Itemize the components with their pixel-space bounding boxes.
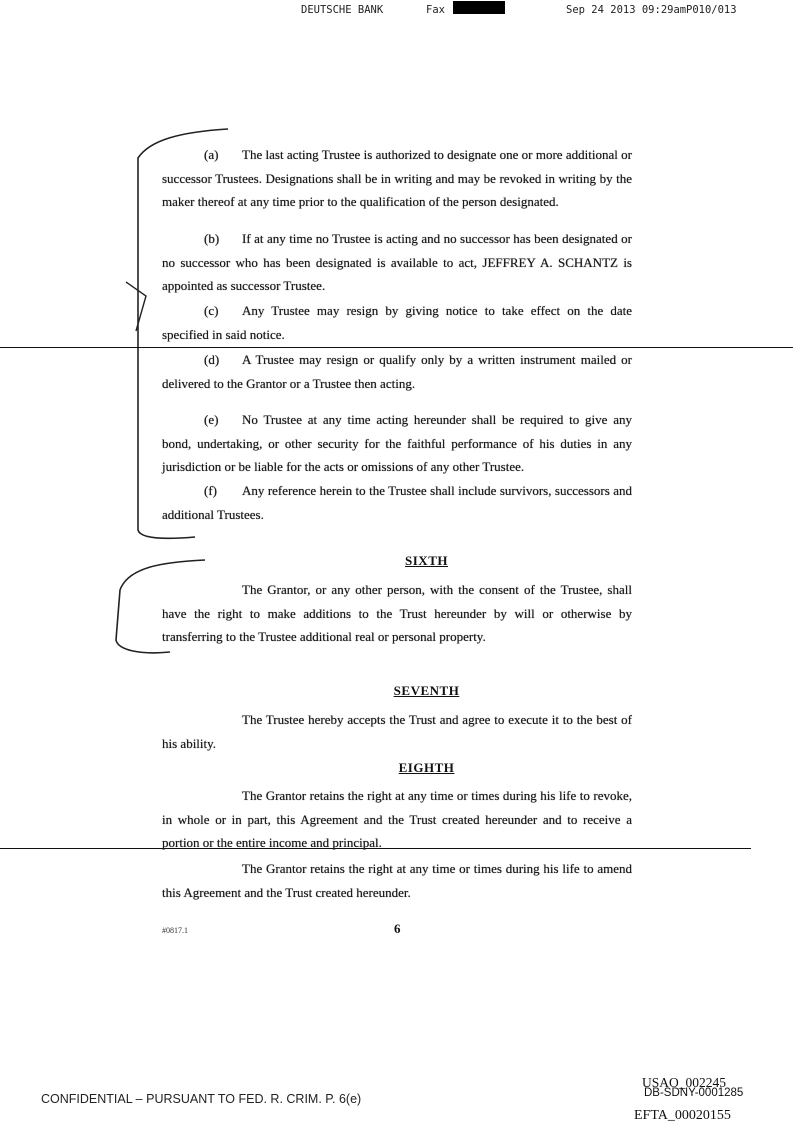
paragraph-f <box>162 479 632 526</box>
bates-db-sdny: DB-SDNY-0001285 <box>644 1087 744 1099</box>
document-id: #0817.1 <box>162 926 188 935</box>
paragraph-a-label: (a) <box>204 147 219 162</box>
margin-check-mark <box>126 282 146 331</box>
paragraph-f-text: Any reference herein to the Trustee shall include survivors, successors and additional Trustees. <box>162 483 632 522</box>
paragraph-sixth-text: The Grantor, or any other person, with the consent of the Trustee, shall have the right to make additions to the Trust hereunder by will or otherwise by transferring to the Trustee additional real or personal property. <box>162 582 632 644</box>
paragraph-e <box>162 408 632 479</box>
paragraph-eighth-amend-text: The Grantor retains the right at any time or times during his life to amend this Agreement and the Trust created hereunder. <box>162 861 632 900</box>
paragraph-eighth-revoke <box>162 784 632 855</box>
paragraph-f-label: (f) <box>204 483 217 498</box>
fax-timestamp: Sep 24 2013 09:29am <box>566 4 687 16</box>
heading-seventh: SEVENTH <box>393 683 460 698</box>
paragraph-seventh-text: The Trustee hereby accepts the Trust and agree to execute it to the best of his ability. <box>162 712 632 751</box>
paragraph-d <box>162 348 632 395</box>
paragraph-e-text: No Trustee at any time acting hereunder shall be required to give any bond, undertaking, or other security for the faithful performance of his duties in any jurisdiction or be liable for the acts or omissions of any other Trustee. <box>162 412 632 474</box>
paragraph-d-label: (d) <box>204 352 220 367</box>
paragraph-b-text: If at any time no Trustee is acting and no successor has been designated or no successor who has been designated is available to act, JEFFREY A. SCHANTZ is appointed as successor Trustee. <box>162 231 632 293</box>
confidential-notice: CONFIDENTIAL – PURSUANT TO FED. R. CRIM. P. 6(e) <box>41 1092 362 1106</box>
paragraph-e-label: (e) <box>204 412 219 427</box>
fax-page-ref: P010/013 <box>686 4 737 16</box>
paragraph-c <box>162 299 632 346</box>
paragraph-eighth-amend <box>162 857 632 904</box>
paragraph-eighth-revoke-text: The Grantor retains the right at any time or times during his life to revoke, in whole or in part, this Agreement and the Trust created hereunder and to receive a portion or the entire income and principal. <box>162 788 632 850</box>
paragraph-sixth <box>162 578 632 649</box>
paragraph-b <box>162 227 632 298</box>
paragraph-seventh <box>162 708 632 755</box>
heading-eighth: EIGHTH <box>398 760 455 775</box>
paragraph-b-label: (b) <box>204 231 220 246</box>
paragraph-c-label: (c) <box>204 303 219 318</box>
bates-efta: EFTA_00020155 <box>634 1108 731 1123</box>
page-number: 6 <box>394 921 401 936</box>
paragraph-d-text: A Trustee may resign or qualify only by a written instrument mailed or delivered to the Grantor or a Trustee then acting. <box>162 352 632 391</box>
paragraph-a-text: The last acting Trustee is authorized to designate one or more additional or successor Trustees. Designations shall be in writing and may be revoked in writing by the maker thereof at any time prior to the qualification of the person designated. <box>162 147 632 209</box>
heading-sixth: SIXTH <box>405 553 448 568</box>
paragraph-c-text: Any Trustee may resign by giving notice to take effect on the date specified in said notice. <box>162 303 632 342</box>
bates-usao: USAO_002245 <box>642 1075 727 1090</box>
paragraph-a <box>162 143 632 214</box>
fax-sender: DEUTSCHE BANK <box>301 4 384 16</box>
fax-label: Fax <box>426 4 445 16</box>
